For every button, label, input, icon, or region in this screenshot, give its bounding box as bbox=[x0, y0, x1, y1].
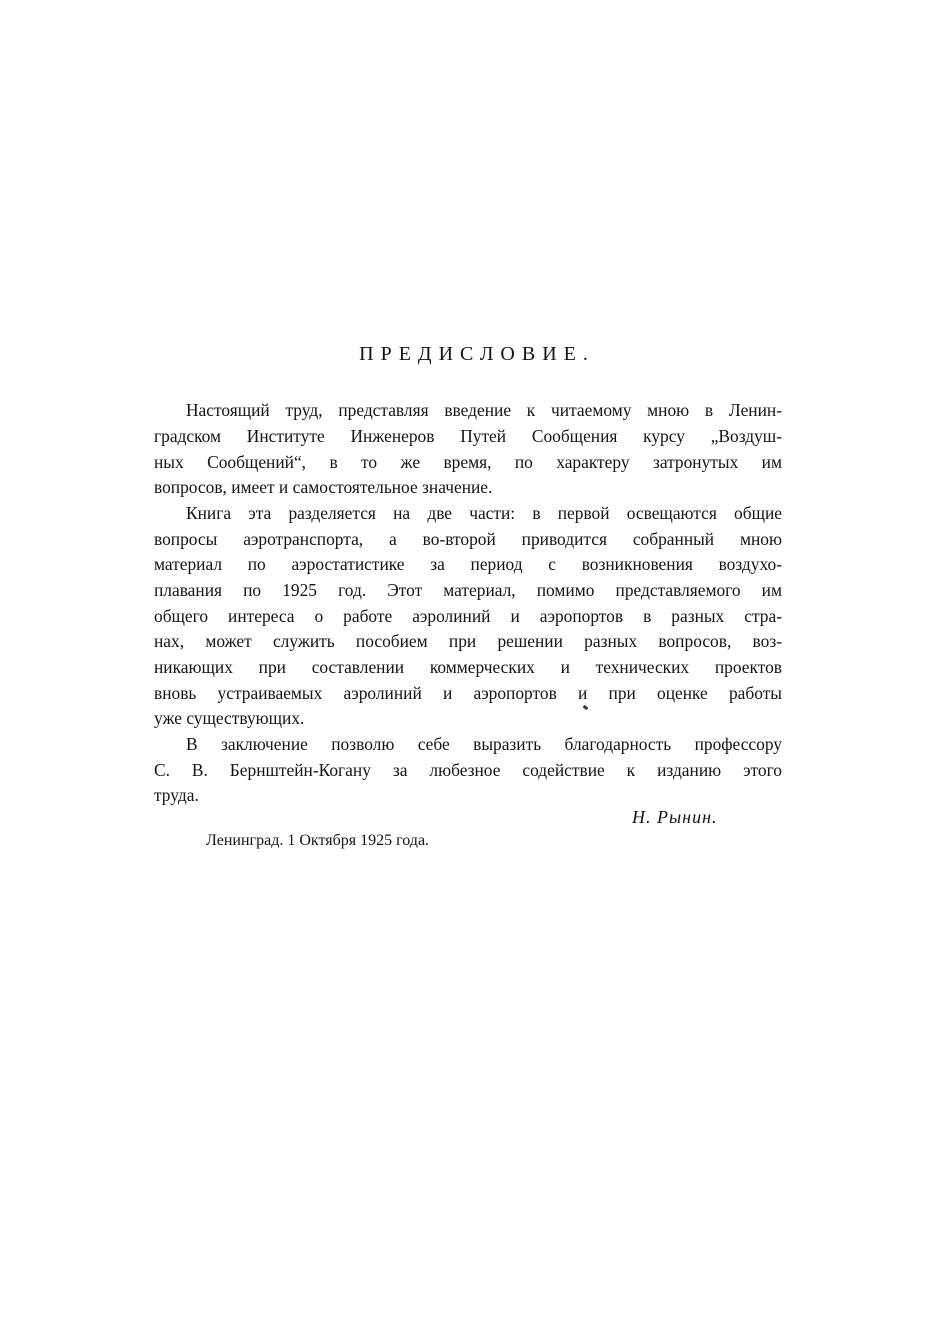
paragraph-2-line-4: плавания по 1925 год. Этот материал, помимо представляемого им bbox=[154, 580, 782, 600]
paragraph-3-line-2: С. В. Бернштейн-Когану за любезное содействие к изданию этого bbox=[154, 760, 782, 780]
paragraph-1-line-3: ных Сообщений“, в то же время, по характеру затронутых им bbox=[154, 452, 782, 472]
paragraph-1-line-2: градском Институте Инженеров Путей Сообщения курсу „Воздуш- bbox=[154, 426, 782, 446]
dateline: Ленинград. 1 Октября 1925 года. bbox=[206, 832, 430, 849]
author-signature: Н. Рынин. bbox=[632, 807, 718, 827]
paragraph-2-line-5: общего интереса о работе аэролиний и аэропортов в разных стра- bbox=[154, 606, 782, 626]
paragraph-2-line-6: нах, может служить пособием при решении разных вопросов, воз- bbox=[154, 631, 782, 651]
paragraph-2-line-9: уже существующих. bbox=[154, 708, 305, 728]
paragraph-1-line-1: Настоящий труд, представляя введение к читаемому мною в Ленин- bbox=[186, 400, 782, 420]
paragraph-3-line-3: труда. bbox=[154, 785, 199, 805]
paragraph-2-line-8: вновь устраиваемых аэролиний и аэропортов и при оценке работы bbox=[154, 683, 782, 703]
paragraph-2-line-2: вопросы аэротранспорта, а во-второй приводится собранный мною bbox=[154, 529, 782, 549]
paragraph-2-line-7: никающих при составлении коммерческих и технических проектов bbox=[154, 657, 782, 677]
page-title: ПРЕДИСЛОВИЕ. bbox=[359, 343, 595, 365]
paragraph-1-line-4: вопросов, имеет и самостоятельное значение. bbox=[154, 477, 493, 497]
paragraph-2-line-1: Книга эта разделяется на две части: в первой освещаются общие bbox=[186, 503, 782, 523]
paragraph-3-line-1: В заключение позволю себе выразить благодарность профессору bbox=[186, 734, 782, 754]
paragraph-2-line-3: материал по аэростатистике за период с возникновения воздухо- bbox=[154, 554, 782, 574]
